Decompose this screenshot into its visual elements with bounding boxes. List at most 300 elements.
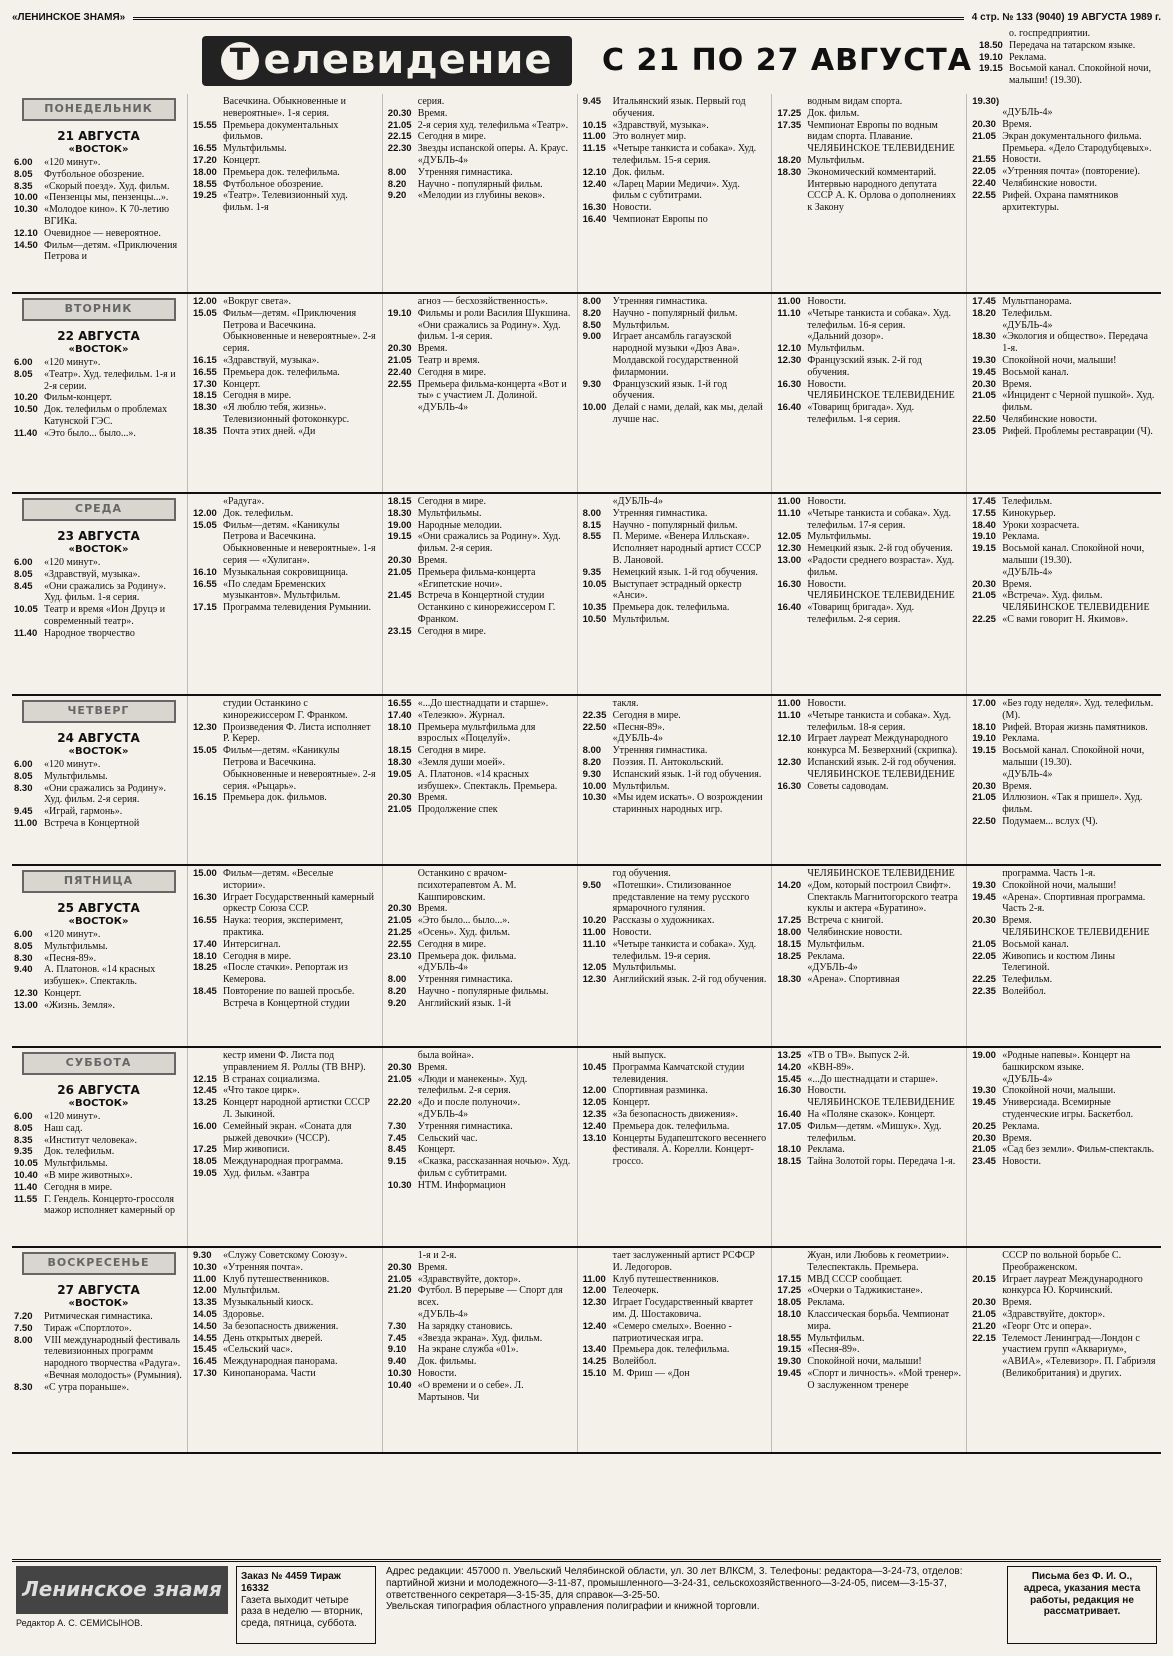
program-time: 16.30 xyxy=(777,1085,802,1097)
program-title: МВД СССР сообщает. xyxy=(807,1273,903,1285)
program-time: 20.30 xyxy=(972,1297,996,1309)
program-title: На экране служба «01». xyxy=(417,1344,519,1356)
program-title: Волейбол. xyxy=(1002,985,1046,997)
program-entry xyxy=(388,804,572,816)
program-time: 19.30 xyxy=(972,879,996,891)
program-title: Наука: теория, эксперимент, практика. xyxy=(223,915,344,938)
order-block xyxy=(236,1566,376,1644)
program-title: «Дальний дозор». xyxy=(807,331,884,343)
program-title: Восьмой канал. Спокойной ночи, малыши (19.30). xyxy=(1002,543,1145,566)
program-time: 8.05 xyxy=(14,368,33,380)
program-entry xyxy=(777,781,961,793)
program-time: 22.50 xyxy=(972,815,996,827)
program-entry xyxy=(193,698,377,722)
program-entry xyxy=(777,769,961,781)
program-time: 12.10 xyxy=(777,733,802,745)
program-time: 22.05 xyxy=(972,166,996,178)
program-title: Спортивная разминка. xyxy=(612,1085,708,1097)
program-entry xyxy=(583,379,767,403)
program-time: 11.40 xyxy=(14,1181,38,1193)
program-time: 21.05 xyxy=(972,130,996,142)
program-title: Музыкальная сокровищница. xyxy=(223,566,349,578)
program-time xyxy=(388,155,418,167)
program-time: 13.25 xyxy=(777,1050,802,1061)
program-entry xyxy=(388,1156,572,1180)
program-time xyxy=(388,96,418,108)
program-time: 20.30 xyxy=(972,378,996,390)
program-entry xyxy=(972,131,1156,155)
program-title: программа. Часть 1-я. xyxy=(1002,868,1096,879)
program-entry xyxy=(388,308,572,343)
program-time: 15.55 xyxy=(193,119,217,131)
program-title: «...До шестнадцати и старше». xyxy=(807,1073,938,1085)
program-entry xyxy=(777,1085,961,1097)
program-time: 22.55 xyxy=(387,938,412,950)
program-time: 10.50 xyxy=(582,613,607,625)
program-time: 18.30 xyxy=(777,166,802,178)
program-time: 10.15 xyxy=(582,119,607,131)
program-entry xyxy=(193,1168,377,1180)
program-title: «Четыре танкиста и собака». Худ. телефильм. 18-я серия. xyxy=(807,709,951,733)
program-time: 10.20 xyxy=(14,392,38,404)
program-entry xyxy=(972,543,1156,567)
program-title: Рифей. Охрана памятников архитектуры. xyxy=(1002,189,1119,213)
program-entry xyxy=(972,520,1156,532)
program-time: 11.00 xyxy=(14,817,38,829)
program-title: «До и после полуночи». xyxy=(417,1097,521,1109)
program-title: Программа Камчатской студии телевидения. xyxy=(612,1061,745,1085)
program-time: 16.15 xyxy=(193,792,217,804)
channel-name: «ВОСТОК» xyxy=(68,1098,129,1110)
program-entry xyxy=(14,771,183,783)
program-entry xyxy=(583,974,767,986)
program-entry xyxy=(388,1333,572,1345)
program-title: Встреча в Концертной xyxy=(44,817,140,829)
program-time: 16.55 xyxy=(387,698,412,709)
program-title: «Песня-89». xyxy=(612,721,665,733)
program-title: Итальянский язык. Первый год обучения. xyxy=(612,96,746,119)
editor-line: Редактор А. С. СЕМИСЫНОВ. xyxy=(16,1618,143,1628)
program-title: Время. xyxy=(1002,119,1032,130)
program-time: 16.45 xyxy=(193,1356,217,1368)
program-time: 15.00 xyxy=(193,868,217,879)
program-title: Французский язык. 1-й год обучения. xyxy=(612,378,728,402)
program-title: «ДУБЛЬ-4» xyxy=(1002,319,1053,331)
schedule-column xyxy=(966,494,1161,694)
program-entry xyxy=(193,892,377,916)
program-time: 16.15 xyxy=(193,354,217,366)
schedule-column xyxy=(966,294,1161,492)
program-title: Повторение по вашей просьбе. Встреча в Концертной студии xyxy=(223,985,355,1009)
program-time: 7.30 xyxy=(387,1120,407,1132)
program-title: «Четыре танкиста и собака». Худ. телефильм. 15-я серия. xyxy=(612,143,757,166)
program-title: «Георг Отс и опера». xyxy=(1002,1320,1092,1332)
program-entry xyxy=(193,496,377,508)
program-time: 8.05 xyxy=(14,770,33,782)
program-title: Утренняя гимнастика. xyxy=(417,974,513,986)
program-entry xyxy=(388,1274,572,1286)
program-time: 18.40 xyxy=(972,519,996,531)
program-entry xyxy=(777,880,961,915)
program-time: 20.30 xyxy=(387,107,412,119)
program-entry xyxy=(388,1109,572,1121)
program-time: 21.05 xyxy=(387,566,412,578)
program-time: 12.10 xyxy=(777,343,802,355)
program-entry xyxy=(193,1156,377,1168)
program-time: 6.00 xyxy=(14,356,33,368)
day-header xyxy=(12,1248,187,1452)
program-title: Время. xyxy=(417,107,448,119)
program-entry xyxy=(777,155,961,167)
program-title: Очевидное — невероятное. xyxy=(44,227,161,239)
program-entry xyxy=(777,1156,961,1168)
schedule-column xyxy=(966,696,1161,864)
program-title: Премьера документальных фильмов. xyxy=(223,119,339,143)
schedule-column xyxy=(382,1048,577,1246)
program-title: Играет Государственный квартет им. Д. Шостаковича. xyxy=(612,1297,754,1320)
program-entry xyxy=(14,557,183,569)
program-entry xyxy=(583,167,767,179)
schedule-column xyxy=(382,494,577,694)
program-title: П. Мериме. «Венера Илльская». Исполняет народный артист СССР В. Лановой. xyxy=(612,531,762,566)
program-time: 13.25 xyxy=(193,1097,217,1109)
program-time: 13.10 xyxy=(582,1132,607,1144)
program-title: Футбольное обозрение. xyxy=(44,168,145,180)
program-title: Васечкина. Обыкновенные и невероятные». 1-я серия. xyxy=(223,96,346,119)
program-entry xyxy=(583,769,767,781)
program-title: Новости. xyxy=(417,1367,457,1379)
program-title: Научно - популярный фильм. xyxy=(612,307,738,319)
program-title: Мультфильм. xyxy=(807,154,865,166)
program-title: Народные мелодии. xyxy=(417,519,503,531)
program-title: Мир живописи. xyxy=(223,1144,290,1156)
program-title: Док. телефильм. xyxy=(44,1146,115,1158)
program-title: «Инцидент с Черной пушкой». Худ. фильм. xyxy=(1002,390,1155,414)
program-entry xyxy=(388,927,572,939)
program-time: 18.35 xyxy=(193,425,217,437)
program-entry xyxy=(777,343,961,355)
program-time: 20.15 xyxy=(972,1273,996,1285)
program-entry xyxy=(777,402,961,426)
program-title xyxy=(1002,96,1156,107)
program-entry xyxy=(777,951,961,963)
program-entry xyxy=(583,733,767,745)
program-entry xyxy=(193,722,377,746)
program-time: 17.15 xyxy=(193,602,217,614)
program-title: Сегодня в мире. xyxy=(417,131,486,143)
program-title: «Здравствуйте, доктор». xyxy=(1002,1308,1106,1320)
day-row xyxy=(12,1248,1161,1454)
program-entry xyxy=(193,296,377,308)
program-title: Концерты Будапештского весеннего фестиваля. А. Корелли. Концерт-гроссо. xyxy=(612,1132,767,1168)
program-entry xyxy=(777,496,961,508)
program-entry xyxy=(972,1144,1156,1156)
program-entry xyxy=(388,769,572,793)
program-entry xyxy=(193,1309,377,1321)
program-entry xyxy=(972,107,1156,119)
program-title: «Без году неделя». Худ. телефильм. (М). xyxy=(1002,698,1154,721)
program-entry xyxy=(972,974,1156,986)
program-title: «Служу Советскому Союзу». xyxy=(223,1250,348,1261)
program-entry xyxy=(777,1074,961,1086)
program-time: 17.25 xyxy=(193,1144,217,1156)
program-time: 17.25 xyxy=(777,915,802,927)
program-title: ЧЕЛЯБИНСКОЕ ТЕЛЕВИДЕНИЕ xyxy=(807,390,955,402)
program-time: 15.45 xyxy=(777,1073,802,1085)
schedule-column xyxy=(187,1048,382,1246)
program-time: 8.05 xyxy=(14,168,33,180)
program-entry xyxy=(388,531,572,555)
program-entry xyxy=(777,308,961,332)
program-entry xyxy=(388,915,572,927)
program-time: 11.00 xyxy=(582,1273,606,1285)
program-time: 22.25 xyxy=(972,974,996,986)
program-title: Концерт. xyxy=(612,1097,650,1109)
program-time: 20.30 xyxy=(387,1061,412,1073)
program-title: ЧЕЛЯБИНСКОЕ ТЕЛЕВИДЕНИЕ xyxy=(807,768,955,780)
program-time: 14.25 xyxy=(582,1356,607,1368)
program-entry xyxy=(193,1050,377,1074)
schedule-column xyxy=(577,696,772,864)
program-time: 21.05 xyxy=(972,938,996,950)
program-time: 18.25 xyxy=(193,962,217,974)
program-title: «Телеэкю». Журнал. xyxy=(417,709,505,721)
program-entry xyxy=(777,1285,961,1297)
program-time: 17.30 xyxy=(193,1367,217,1379)
editorial-address: Адрес редакции: 457000 п. Увельский Челябинской области, ул. 30 лет ВЛКСМ, 3. Телефоны: редактора—3-24-73, отделов: партийной жизни и молодежного—3-11-87, промышленного—3-24-31, сельскохозяйственного—3-24-05, писем—3-15-37, ответственного секретаря—3-15-35, для справок—3-25-50. xyxy=(386,1566,963,1601)
program-entry xyxy=(972,781,1156,793)
newspaper-logo: Ленинское знамя xyxy=(16,1566,228,1614)
program-entry xyxy=(583,1050,767,1062)
program-entry xyxy=(388,1285,572,1309)
program-entry xyxy=(388,296,572,308)
program-time: 20.30 xyxy=(972,915,996,927)
program-time: 18.30 xyxy=(972,331,996,343)
program-title: «Утренняя почта». xyxy=(223,1261,303,1273)
program-time: 17.20 xyxy=(193,154,217,166)
program-time: 22.35 xyxy=(972,985,996,997)
program-title: Научно - популярный фильм. xyxy=(417,178,543,190)
schedule-column xyxy=(771,294,966,492)
program-entry xyxy=(583,520,767,532)
program-entry xyxy=(972,722,1156,734)
program-time: 16.55 xyxy=(193,578,217,590)
program-title: Время. xyxy=(1002,1132,1032,1144)
program-title: «ДУБЛЬ-4» xyxy=(1002,566,1053,578)
program-time: 19.10 xyxy=(972,733,996,745)
program-entry xyxy=(14,1158,183,1170)
program-entry xyxy=(972,1297,1156,1309)
program-title: Время. xyxy=(417,343,448,355)
program-time xyxy=(777,590,807,602)
program-entry xyxy=(979,28,1159,40)
program-time xyxy=(972,107,1002,119)
program-entry xyxy=(583,962,767,974)
program-entry xyxy=(972,1333,1156,1380)
program-entry xyxy=(388,1250,572,1262)
program-title: Новости. xyxy=(612,926,652,938)
program-time: 18.10 xyxy=(193,950,217,962)
program-title: Произведения Ф. Листа исполняет Р. Керер. xyxy=(223,721,371,745)
program-time: 16.10 xyxy=(193,566,217,578)
program-entry xyxy=(14,1111,183,1123)
program-time: 21.05 xyxy=(387,354,412,366)
program-entry xyxy=(972,1250,1156,1274)
program-time: 10.30 xyxy=(387,1367,412,1379)
program-title: «Звезда экрана». Худ. фильм. xyxy=(417,1332,543,1344)
program-time xyxy=(583,698,613,710)
program-entry xyxy=(777,1274,961,1286)
program-title: Время. xyxy=(417,792,448,804)
schedule-column xyxy=(187,294,382,492)
program-title: Экран документального фильма. Премьера. «Дело Стародубцевых». xyxy=(1002,130,1152,154)
program-title: тает заслуженный артист РСФСР И. Ледогоров. xyxy=(612,1250,755,1273)
program-time: 9.45 xyxy=(582,96,602,107)
program-title: В странах социализма. xyxy=(223,1073,320,1085)
program-title: «Арена». Спортивная xyxy=(807,974,900,986)
program-entry xyxy=(972,939,1156,951)
program-time xyxy=(972,602,1002,614)
program-entry xyxy=(777,1062,961,1074)
program-entry xyxy=(14,1123,183,1135)
program-time: 9.00 xyxy=(582,331,602,343)
program-time: 23.45 xyxy=(972,1156,996,1168)
program-title: «Песня-89». xyxy=(44,952,97,964)
program-entry xyxy=(583,602,767,614)
program-title: Английский язык. 1-й xyxy=(417,997,511,1009)
program-title: Время. xyxy=(1002,578,1032,590)
program-title: Фильм—детям. «Приключения Петрова и Васечкина. Обыкновенные и невероятные». 2-я серия. xyxy=(223,307,376,355)
program-entry xyxy=(388,1074,572,1098)
program-title: Восьмой канал. xyxy=(1002,938,1069,950)
program-time: 16.30 xyxy=(777,378,802,390)
program-title: «Радуга». xyxy=(223,496,265,507)
schedule-column xyxy=(382,294,577,492)
program-entry xyxy=(583,1109,767,1121)
program-time: 14.50 xyxy=(193,1320,217,1332)
program-time: 10.45 xyxy=(582,1061,607,1073)
program-title: Чемпионат Европы по водным видам спорта. Плавание. xyxy=(807,119,938,143)
program-entry xyxy=(388,903,572,915)
program-entry xyxy=(388,343,572,355)
program-time xyxy=(777,143,807,155)
program-entry xyxy=(388,1097,572,1109)
program-title: «Институт человека». xyxy=(44,1134,138,1146)
program-title: год обучения. xyxy=(612,868,671,879)
program-entry xyxy=(388,1180,572,1192)
program-title: Концерт. xyxy=(223,378,261,390)
program-entry xyxy=(972,166,1156,178)
program-time: 8.05 xyxy=(14,1122,33,1134)
program-entry xyxy=(193,1368,377,1380)
program-entry xyxy=(583,614,767,626)
schedule-column xyxy=(187,494,382,694)
program-time: 22.50 xyxy=(972,413,996,425)
program-title: Челябинские новости. xyxy=(1002,413,1098,425)
program-time: 19.10 xyxy=(972,531,996,543)
program-entry xyxy=(193,1144,377,1156)
program-time: 8.00 xyxy=(582,296,602,307)
program-time: 19.15 xyxy=(972,543,996,555)
program-time: 16.40 xyxy=(777,1108,802,1120)
program-time: 11.00 xyxy=(777,698,801,709)
program-title: За безопасность движения. xyxy=(223,1320,339,1332)
day-name-badge: ПОНЕДЕЛЬНИК xyxy=(22,98,176,121)
program-time: 9.30 xyxy=(582,378,602,390)
program-entry xyxy=(777,96,961,108)
program-entry xyxy=(583,331,767,378)
program-title: «120 минут». xyxy=(44,928,101,940)
program-title: «Здравствуй, музыка». xyxy=(612,119,709,131)
program-time: 18.20 xyxy=(777,154,802,166)
program-title: Продолжение спек xyxy=(417,804,498,816)
program-time: 18.05 xyxy=(777,1297,802,1309)
program-entry xyxy=(14,581,183,605)
program-time: 19.45 xyxy=(972,366,996,378)
program-entry xyxy=(777,1097,961,1109)
program-entry xyxy=(972,1309,1156,1321)
program-time xyxy=(972,927,1002,939)
program-entry xyxy=(583,915,767,927)
program-entry xyxy=(777,355,961,379)
program-time: 15.45 xyxy=(193,1344,217,1356)
program-entry xyxy=(972,379,1156,391)
program-entry xyxy=(388,868,572,903)
program-title: СССР по вольной борьбе С. Преображенском. xyxy=(1002,1250,1122,1273)
program-entry xyxy=(14,1311,183,1323)
program-title: «ДУБЛЬ-4» xyxy=(417,1108,469,1120)
program-title: Премьера док. фильма. xyxy=(417,950,517,962)
program-time: 22.40 xyxy=(387,366,412,378)
program-title: Народное творчество xyxy=(44,627,135,639)
program-time xyxy=(388,1109,418,1121)
program-title: Рифей. Вторая жизнь памятников. xyxy=(1002,721,1148,733)
program-time: 10.00 xyxy=(582,402,607,414)
day-header xyxy=(12,294,187,492)
program-time: 21.25 xyxy=(387,926,412,938)
program-time: 20.30 xyxy=(387,903,412,915)
program-entry xyxy=(14,1170,183,1182)
program-time xyxy=(583,496,613,508)
program-title: Док. фильмы. xyxy=(417,1356,477,1368)
program-entry xyxy=(583,1085,767,1097)
program-time: 6.00 xyxy=(14,1110,33,1122)
program-time: 8.30 xyxy=(14,952,33,964)
program-entry xyxy=(388,1062,572,1074)
program-entry xyxy=(583,320,767,332)
letters-note: Письма без Ф. И. О., адреса, указания места работы, редакция не рассматривает. xyxy=(1007,1566,1157,1644)
program-time: 22.40 xyxy=(972,177,996,189)
program-time: 14.20 xyxy=(777,1061,802,1073)
program-title: Рассказы о художниках. xyxy=(612,915,715,927)
program-title: «С утра пораньше». xyxy=(44,1381,129,1393)
program-entry xyxy=(972,792,1156,816)
program-title: Звезды испанской оперы. А. Краус. xyxy=(417,143,568,155)
program-title: Ритмическая гимнастика. xyxy=(44,1310,153,1322)
program-title: «Мы идем искать». О возрождении старинных народных игр. xyxy=(612,792,763,816)
program-time: 22.25 xyxy=(972,613,996,625)
program-title: ЧЕЛЯБИНСКОЕ ТЕЛЕВИДЕНИЕ xyxy=(807,1097,955,1109)
program-time: 23.05 xyxy=(972,425,996,437)
program-title: Концерт. xyxy=(417,1144,456,1156)
program-entry xyxy=(972,1050,1156,1074)
program-time: 17.05 xyxy=(777,1120,802,1132)
program-title: Научно - популярный фильм. xyxy=(612,519,738,531)
program-title: Мультфильмы. xyxy=(44,770,108,782)
program-title: «За безопасность движения». xyxy=(612,1108,738,1120)
program-title: «Семеро смелых». Военно - патриотическая игра. xyxy=(612,1320,732,1344)
program-entry xyxy=(972,579,1156,591)
